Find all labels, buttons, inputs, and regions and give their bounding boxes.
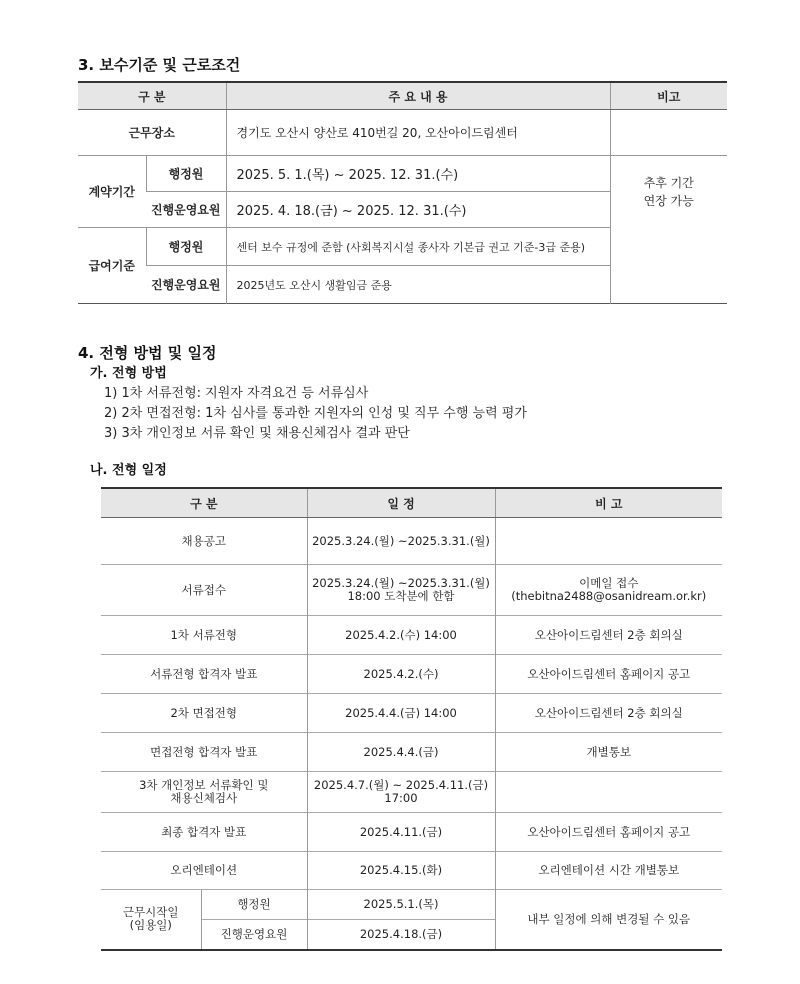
table-row bbox=[101, 733, 722, 772]
table-cell bbox=[610, 110, 727, 156]
salary-content: 센터 보수 규정에 준함 (사회복지시설 종사자 기본급 권고 기준-3급 준용) bbox=[226, 228, 610, 266]
method-title: 가. 전형 방법 bbox=[90, 366, 167, 381]
schedule-date: 2025.4.15.(화) bbox=[307, 852, 495, 890]
schedule-note bbox=[495, 772, 722, 813]
section4-title: 4. 전형 방법 및 일정 bbox=[78, 344, 217, 362]
schedule-item: 2차 면접전형 bbox=[101, 694, 307, 733]
table-row bbox=[101, 852, 722, 890]
schedule-note: 오산아이드림센터 2층 회의실 bbox=[495, 694, 722, 733]
schedule-date: 2025.4.4.(금) 14:00 bbox=[307, 694, 495, 733]
salary-conditions-table bbox=[78, 81, 727, 304]
schedule-date bbox=[307, 772, 495, 813]
table-header: 구 분 bbox=[78, 82, 226, 110]
note-line: 추후 기간 bbox=[643, 176, 694, 190]
role-label: 행정원 bbox=[146, 156, 226, 192]
schedule-table bbox=[101, 487, 722, 951]
role-label: 진행운영요원 bbox=[146, 192, 226, 228]
schedule-item: 서류접수 bbox=[101, 565, 307, 616]
role-label: 행정원 bbox=[201, 890, 307, 920]
schedule-date: 2025.4.11.(금) bbox=[307, 813, 495, 852]
table-row bbox=[101, 772, 722, 813]
table-header: 구 분 bbox=[101, 488, 307, 518]
schedule-item: 면접전형 합격자 발표 bbox=[101, 733, 307, 772]
table-row bbox=[101, 694, 722, 733]
schedule-note: 오산아이드림센터 홈페이지 공고 bbox=[495, 655, 722, 694]
workplace-label: 근무장소 bbox=[78, 110, 226, 156]
schedule-item: 1차 서류전형 bbox=[101, 616, 307, 655]
schedule-note: 오산아이드림센터 2층 회의실 bbox=[495, 616, 722, 655]
table-row bbox=[101, 518, 722, 565]
schedule-note bbox=[495, 518, 722, 565]
note-email: (thebitna2488@osanidream.or.kr) bbox=[511, 589, 707, 603]
contract-period: 2025. 5. 1.(목) ~ 2025. 12. 31.(수) bbox=[226, 156, 610, 192]
schedule-note: 오리엔테이션 시간 개별통보 bbox=[495, 852, 722, 890]
workplace-content: 경기도 오산시 양산로 410번길 20, 오산아이드림센터 bbox=[226, 110, 610, 156]
method-item: 2) 2차 면접전형: 1차 심사를 통과한 지원자의 인성 및 직무 수행 능력 평가 bbox=[104, 406, 527, 421]
schedule-date bbox=[307, 565, 495, 616]
role-label: 진행운영요원 bbox=[146, 266, 226, 304]
schedule-item bbox=[101, 772, 307, 813]
contract-label: 계약기간 bbox=[78, 156, 146, 228]
table-row bbox=[101, 565, 722, 616]
start-date-label bbox=[101, 890, 201, 950]
table-row bbox=[101, 655, 722, 694]
salary-label: 급여기준 bbox=[78, 228, 146, 304]
salary-content: 2025년도 오산시 생활임금 준용 bbox=[226, 266, 610, 304]
table-row bbox=[101, 616, 722, 655]
schedule-note: 오산아이드림센터 홈페이지 공고 bbox=[495, 813, 722, 852]
schedule-date: 2025.4.2.(수) 14:00 bbox=[307, 616, 495, 655]
section3-title: 3. 보수기준 및 근로조건 bbox=[78, 56, 241, 74]
schedule-note: 내부 일정에 의해 변경될 수 있음 bbox=[495, 890, 722, 950]
table-row bbox=[101, 813, 722, 852]
method-item: 3) 3차 개인정보 서류 확인 및 채용신체검사 결과 판단 bbox=[104, 426, 410, 441]
schedule-date: 2025.4.2.(수) bbox=[307, 655, 495, 694]
note-line: 연장 가능 bbox=[643, 194, 694, 208]
schedule-item: 서류전형 합격자 발표 bbox=[101, 655, 307, 694]
label-line: (임용일) bbox=[129, 918, 172, 933]
date-line: 2025.3.24.(월) ~2025.3.31.(월) bbox=[312, 576, 490, 590]
item-line: 채용신체검사 bbox=[170, 791, 238, 805]
contract-period: 2025. 4. 18.(금) ~ 2025. 12. 31.(수) bbox=[226, 192, 610, 228]
schedule-title: 나. 전형 일정 bbox=[90, 463, 167, 478]
schedule-item: 채용공고 bbox=[101, 518, 307, 565]
contract-note bbox=[610, 156, 727, 304]
schedule-item: 최종 합격자 발표 bbox=[101, 813, 307, 852]
role-label: 진행운영요원 bbox=[201, 920, 307, 950]
item-line: 3차 개인정보 서류확인 및 bbox=[139, 778, 269, 792]
schedule-date: 2025.3.24.(월) ~2025.3.31.(월) bbox=[307, 518, 495, 565]
table-row bbox=[101, 890, 722, 920]
table-header: 비고 bbox=[610, 82, 727, 110]
schedule-date: 2025.5.1.(목) bbox=[307, 890, 495, 920]
role-label: 행정원 bbox=[146, 228, 226, 266]
schedule-note: 개별통보 bbox=[495, 733, 722, 772]
note-line: 이메일 접수 bbox=[579, 576, 639, 590]
table-header: 일 정 bbox=[307, 488, 495, 518]
date-line: 18:00 도착분에 한함 bbox=[347, 589, 455, 603]
schedule-note bbox=[495, 565, 722, 616]
method-item: 1) 1차 서류전형: 지원자 자격요건 등 서류심사 bbox=[104, 386, 369, 401]
date-line: 17:00 bbox=[384, 791, 418, 805]
schedule-item: 오리엔테이션 bbox=[101, 852, 307, 890]
table-header: 주 요 내 용 bbox=[226, 82, 610, 110]
label-line: 근무시작일 bbox=[122, 905, 179, 920]
date-line: 2025.4.7.(월) ~ 2025.4.11.(금) bbox=[313, 778, 489, 792]
table-header: 비 고 bbox=[495, 488, 722, 518]
schedule-date: 2025.4.18.(금) bbox=[307, 920, 495, 950]
schedule-date: 2025.4.4.(금) bbox=[307, 733, 495, 772]
